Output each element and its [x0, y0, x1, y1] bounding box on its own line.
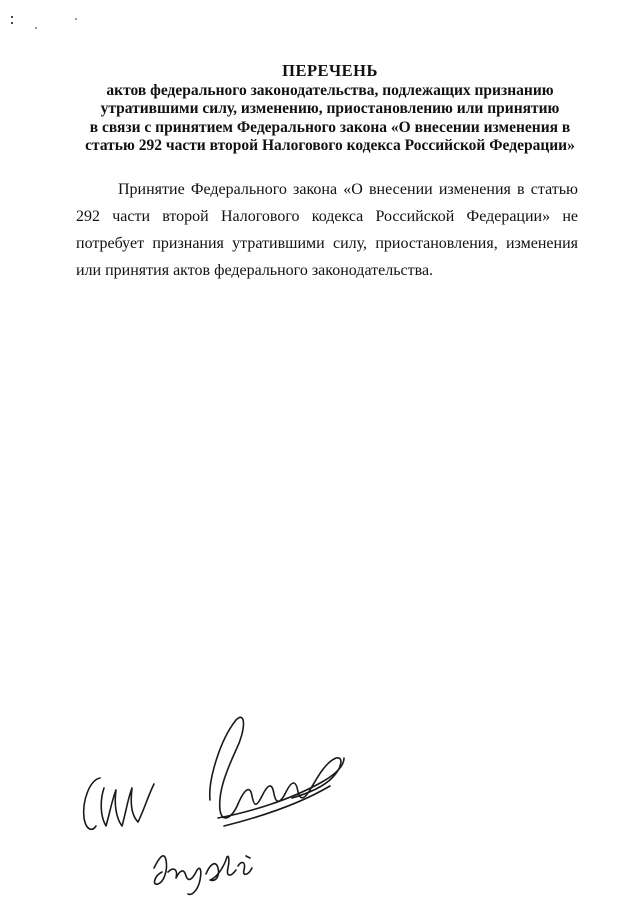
- heading-line-2: утратившими силу, изменению, приостановлению или принятию: [100, 100, 560, 117]
- heading-line-1: актов федерального законодательства, подлежащих признанию: [106, 81, 554, 99]
- handwritten-signature: [60, 700, 380, 900]
- scan-marks: [8, 14, 88, 44]
- heading-line-3: в связи с принятием Федерального закона «О внесении изменения в: [89, 118, 571, 136]
- heading-line-4: статью 292 части второй Налогового кодекса Российской Федерации»: [85, 137, 575, 154]
- document-title: ПЕРЕЧЕНЬ: [282, 61, 378, 80]
- body-paragraph: Принятие Федерального закона «О внесении изменения в статью 292 части второй Налогового кодекса Российской Федерации» не потребует признания утратившими силу, приостановления, изменения или принятия актов федерального законодательства.: [76, 181, 578, 279]
- document-heading: [60, 62, 600, 156]
